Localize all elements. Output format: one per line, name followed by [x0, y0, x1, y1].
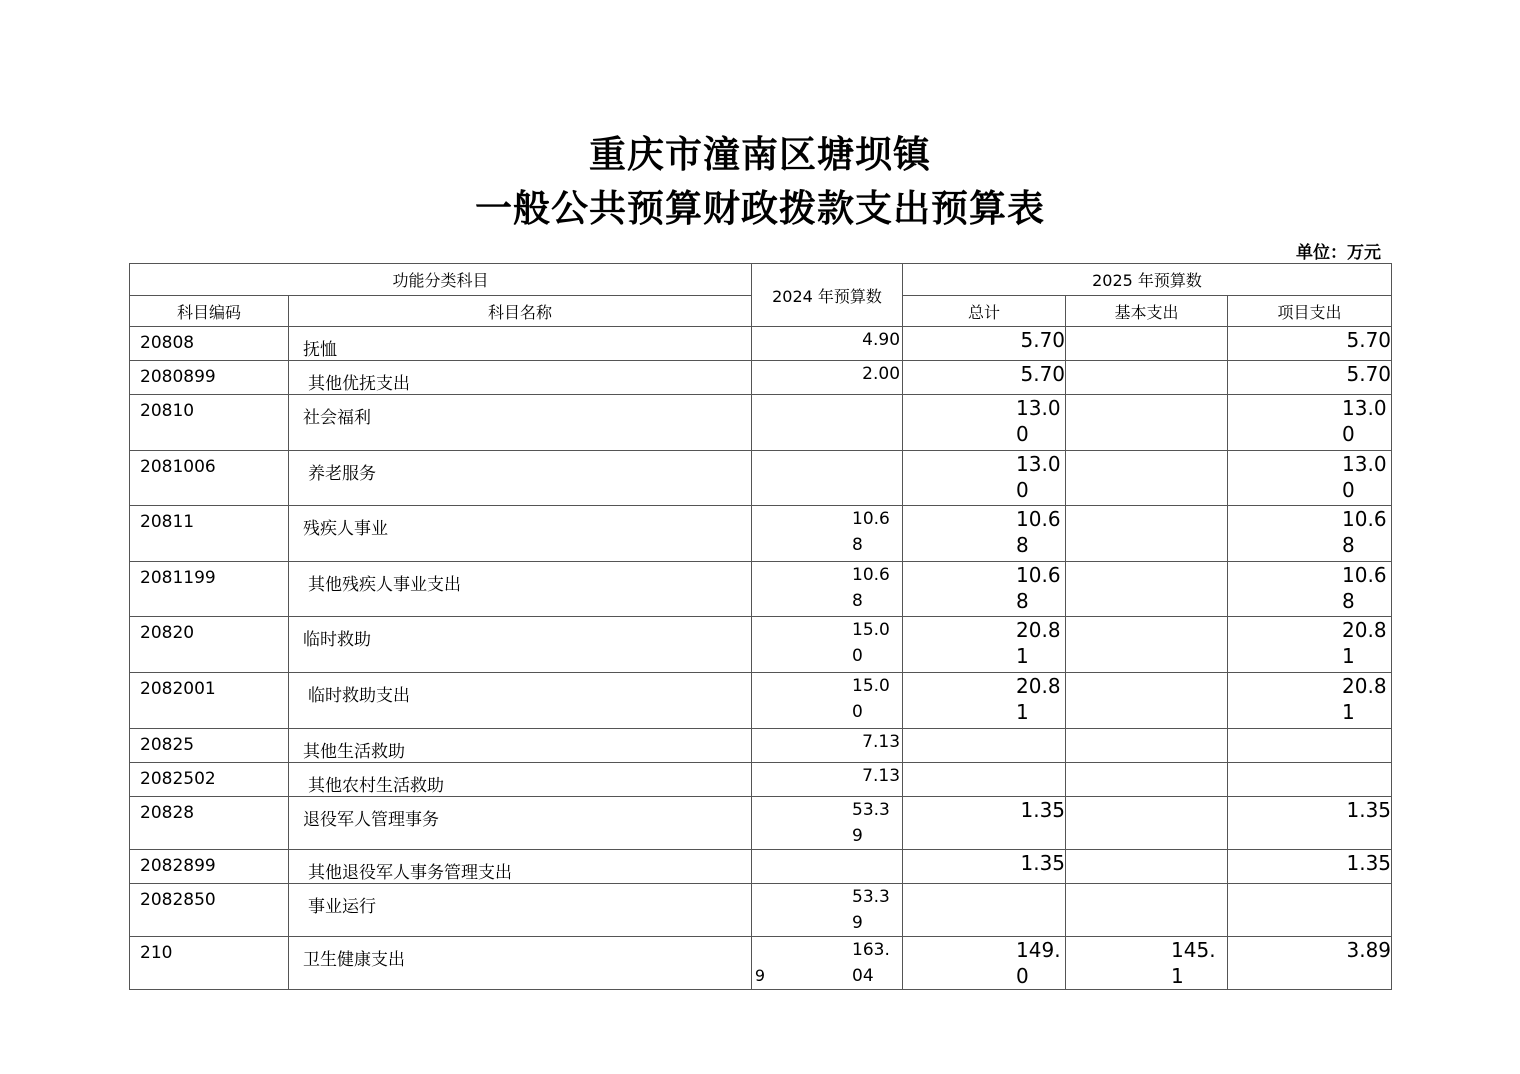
header-budget-2025: 2025 年预算数 — [903, 264, 1392, 296]
row-name: 其他生活救助 — [289, 729, 752, 763]
row-project: 13.00 — [1228, 451, 1392, 506]
row-basic: 145.1 — [1066, 937, 1228, 990]
row-total — [903, 763, 1066, 797]
row-budget-2024: 10.68 — [752, 562, 903, 617]
row-project: 20.81 — [1228, 673, 1392, 729]
row-code: 20811 — [130, 506, 289, 562]
table-row — [130, 884, 1392, 937]
row-basic — [1066, 617, 1228, 673]
row-name: 社会福利 — [289, 395, 752, 451]
page-title-line2: 一般公共预算财政拨款支出预算表 — [475, 186, 1045, 230]
row-total: 5.70 — [903, 327, 1066, 361]
row-budget-2024: 53.39 — [752, 797, 903, 850]
row-name: 其他农村生活救助 — [289, 763, 752, 797]
row-name: 其他退役军人事务管理支出 — [289, 850, 752, 884]
header-project: 项目支出 — [1228, 296, 1392, 327]
row-total: 13.00 — [903, 395, 1066, 451]
row-total — [903, 729, 1066, 763]
row-basic — [1066, 763, 1228, 797]
row-budget-2024: 4.90 — [752, 327, 903, 361]
row-basic — [1066, 797, 1228, 850]
header-name: 科目名称 — [289, 296, 752, 327]
row-total: 13.00 — [903, 451, 1066, 506]
row-budget-2024: 53.39 — [752, 884, 903, 937]
row-project: 20.81 — [1228, 617, 1392, 673]
row-total: 20.81 — [903, 617, 1066, 673]
table-row — [130, 763, 1392, 797]
row-project: 1.35 — [1228, 797, 1392, 850]
row-budget-2024: 10.68 — [752, 506, 903, 562]
table-row — [130, 850, 1392, 884]
row-basic — [1066, 395, 1228, 451]
row-code: 210 — [130, 937, 289, 990]
row-project: 10.68 — [1228, 562, 1392, 617]
row-total — [903, 884, 1066, 937]
row-budget-2024: 163.04 — [752, 937, 903, 990]
row-project — [1228, 729, 1392, 763]
row-code: 20828 — [130, 797, 289, 850]
table-row — [130, 797, 1392, 850]
page-title-line1: 重庆市潼南区塘坝镇 — [589, 132, 931, 176]
row-basic — [1066, 506, 1228, 562]
row-name: 残疾人事业 — [289, 506, 752, 562]
header-basic: 基本支出 — [1066, 296, 1228, 327]
row-total: 20.81 — [903, 673, 1066, 729]
row-budget-2024: 7.13 — [752, 763, 903, 797]
row-basic — [1066, 850, 1228, 884]
row-basic — [1066, 361, 1228, 395]
row-code: 2082001 — [130, 673, 289, 729]
row-code: 20808 — [130, 327, 289, 361]
row-basic — [1066, 562, 1228, 617]
table-row — [130, 562, 1392, 617]
row-basic — [1066, 327, 1228, 361]
row-code: 2080899 — [130, 361, 289, 395]
row-name: 事业运行 — [289, 884, 752, 937]
table-row — [130, 395, 1392, 451]
row-total: 149.0 — [903, 937, 1066, 990]
page-number: 9 — [754, 966, 766, 985]
row-total: 1.35 — [903, 850, 1066, 884]
header-total: 总计 — [903, 296, 1066, 327]
table-row — [130, 506, 1392, 562]
row-budget-2024: 2.00 — [752, 361, 903, 395]
row-project: 13.00 — [1228, 395, 1392, 451]
row-budget-2024 — [752, 395, 903, 451]
row-project: 5.70 — [1228, 361, 1392, 395]
row-project — [1228, 763, 1392, 797]
row-name: 临时救助 — [289, 617, 752, 673]
row-project — [1228, 884, 1392, 937]
row-code: 20810 — [130, 395, 289, 451]
row-project: 5.70 — [1228, 327, 1392, 361]
row-name: 卫生健康支出 — [289, 937, 752, 990]
row-budget-2024: 15.00 — [752, 617, 903, 673]
unit-label: 单位：万元 — [1296, 243, 1381, 263]
row-name: 养老服务 — [289, 451, 752, 506]
row-code: 2081006 — [130, 451, 289, 506]
row-project: 3.89 — [1228, 937, 1392, 990]
row-code: 20820 — [130, 617, 289, 673]
row-name: 其他优抚支出 — [289, 361, 752, 395]
row-project: 1.35 — [1228, 850, 1392, 884]
row-total: 1.35 — [903, 797, 1066, 850]
row-project: 10.68 — [1228, 506, 1392, 562]
row-total: 10.68 — [903, 506, 1066, 562]
row-name: 抚恤 — [289, 327, 752, 361]
header-code: 科目编码 — [130, 296, 289, 327]
row-code: 2082899 — [130, 850, 289, 884]
table-row — [130, 729, 1392, 763]
row-name: 退役军人管理事务 — [289, 797, 752, 850]
budget-table — [129, 263, 1392, 990]
row-name: 其他残疾人事业支出 — [289, 562, 752, 617]
row-budget-2024 — [752, 451, 903, 506]
row-basic — [1066, 451, 1228, 506]
row-budget-2024 — [752, 850, 903, 884]
row-basic — [1066, 673, 1228, 729]
row-basic — [1066, 884, 1228, 937]
table-row — [130, 617, 1392, 673]
table-row — [130, 451, 1392, 506]
table-row — [130, 327, 1392, 361]
table-row — [130, 673, 1392, 729]
header-functional-category: 功能分类科目 — [130, 264, 752, 296]
row-code: 2081199 — [130, 562, 289, 617]
row-code: 2082850 — [130, 884, 289, 937]
row-code: 20825 — [130, 729, 289, 763]
row-budget-2024: 7.13 — [752, 729, 903, 763]
row-total: 10.68 — [903, 562, 1066, 617]
table-row — [130, 361, 1392, 395]
row-budget-2024: 15.00 — [752, 673, 903, 729]
row-code: 2082502 — [130, 763, 289, 797]
row-name: 临时救助支出 — [289, 673, 752, 729]
header-budget-2024: 2024 年预算数 — [752, 264, 903, 327]
row-total: 5.70 — [903, 361, 1066, 395]
row-basic — [1066, 729, 1228, 763]
